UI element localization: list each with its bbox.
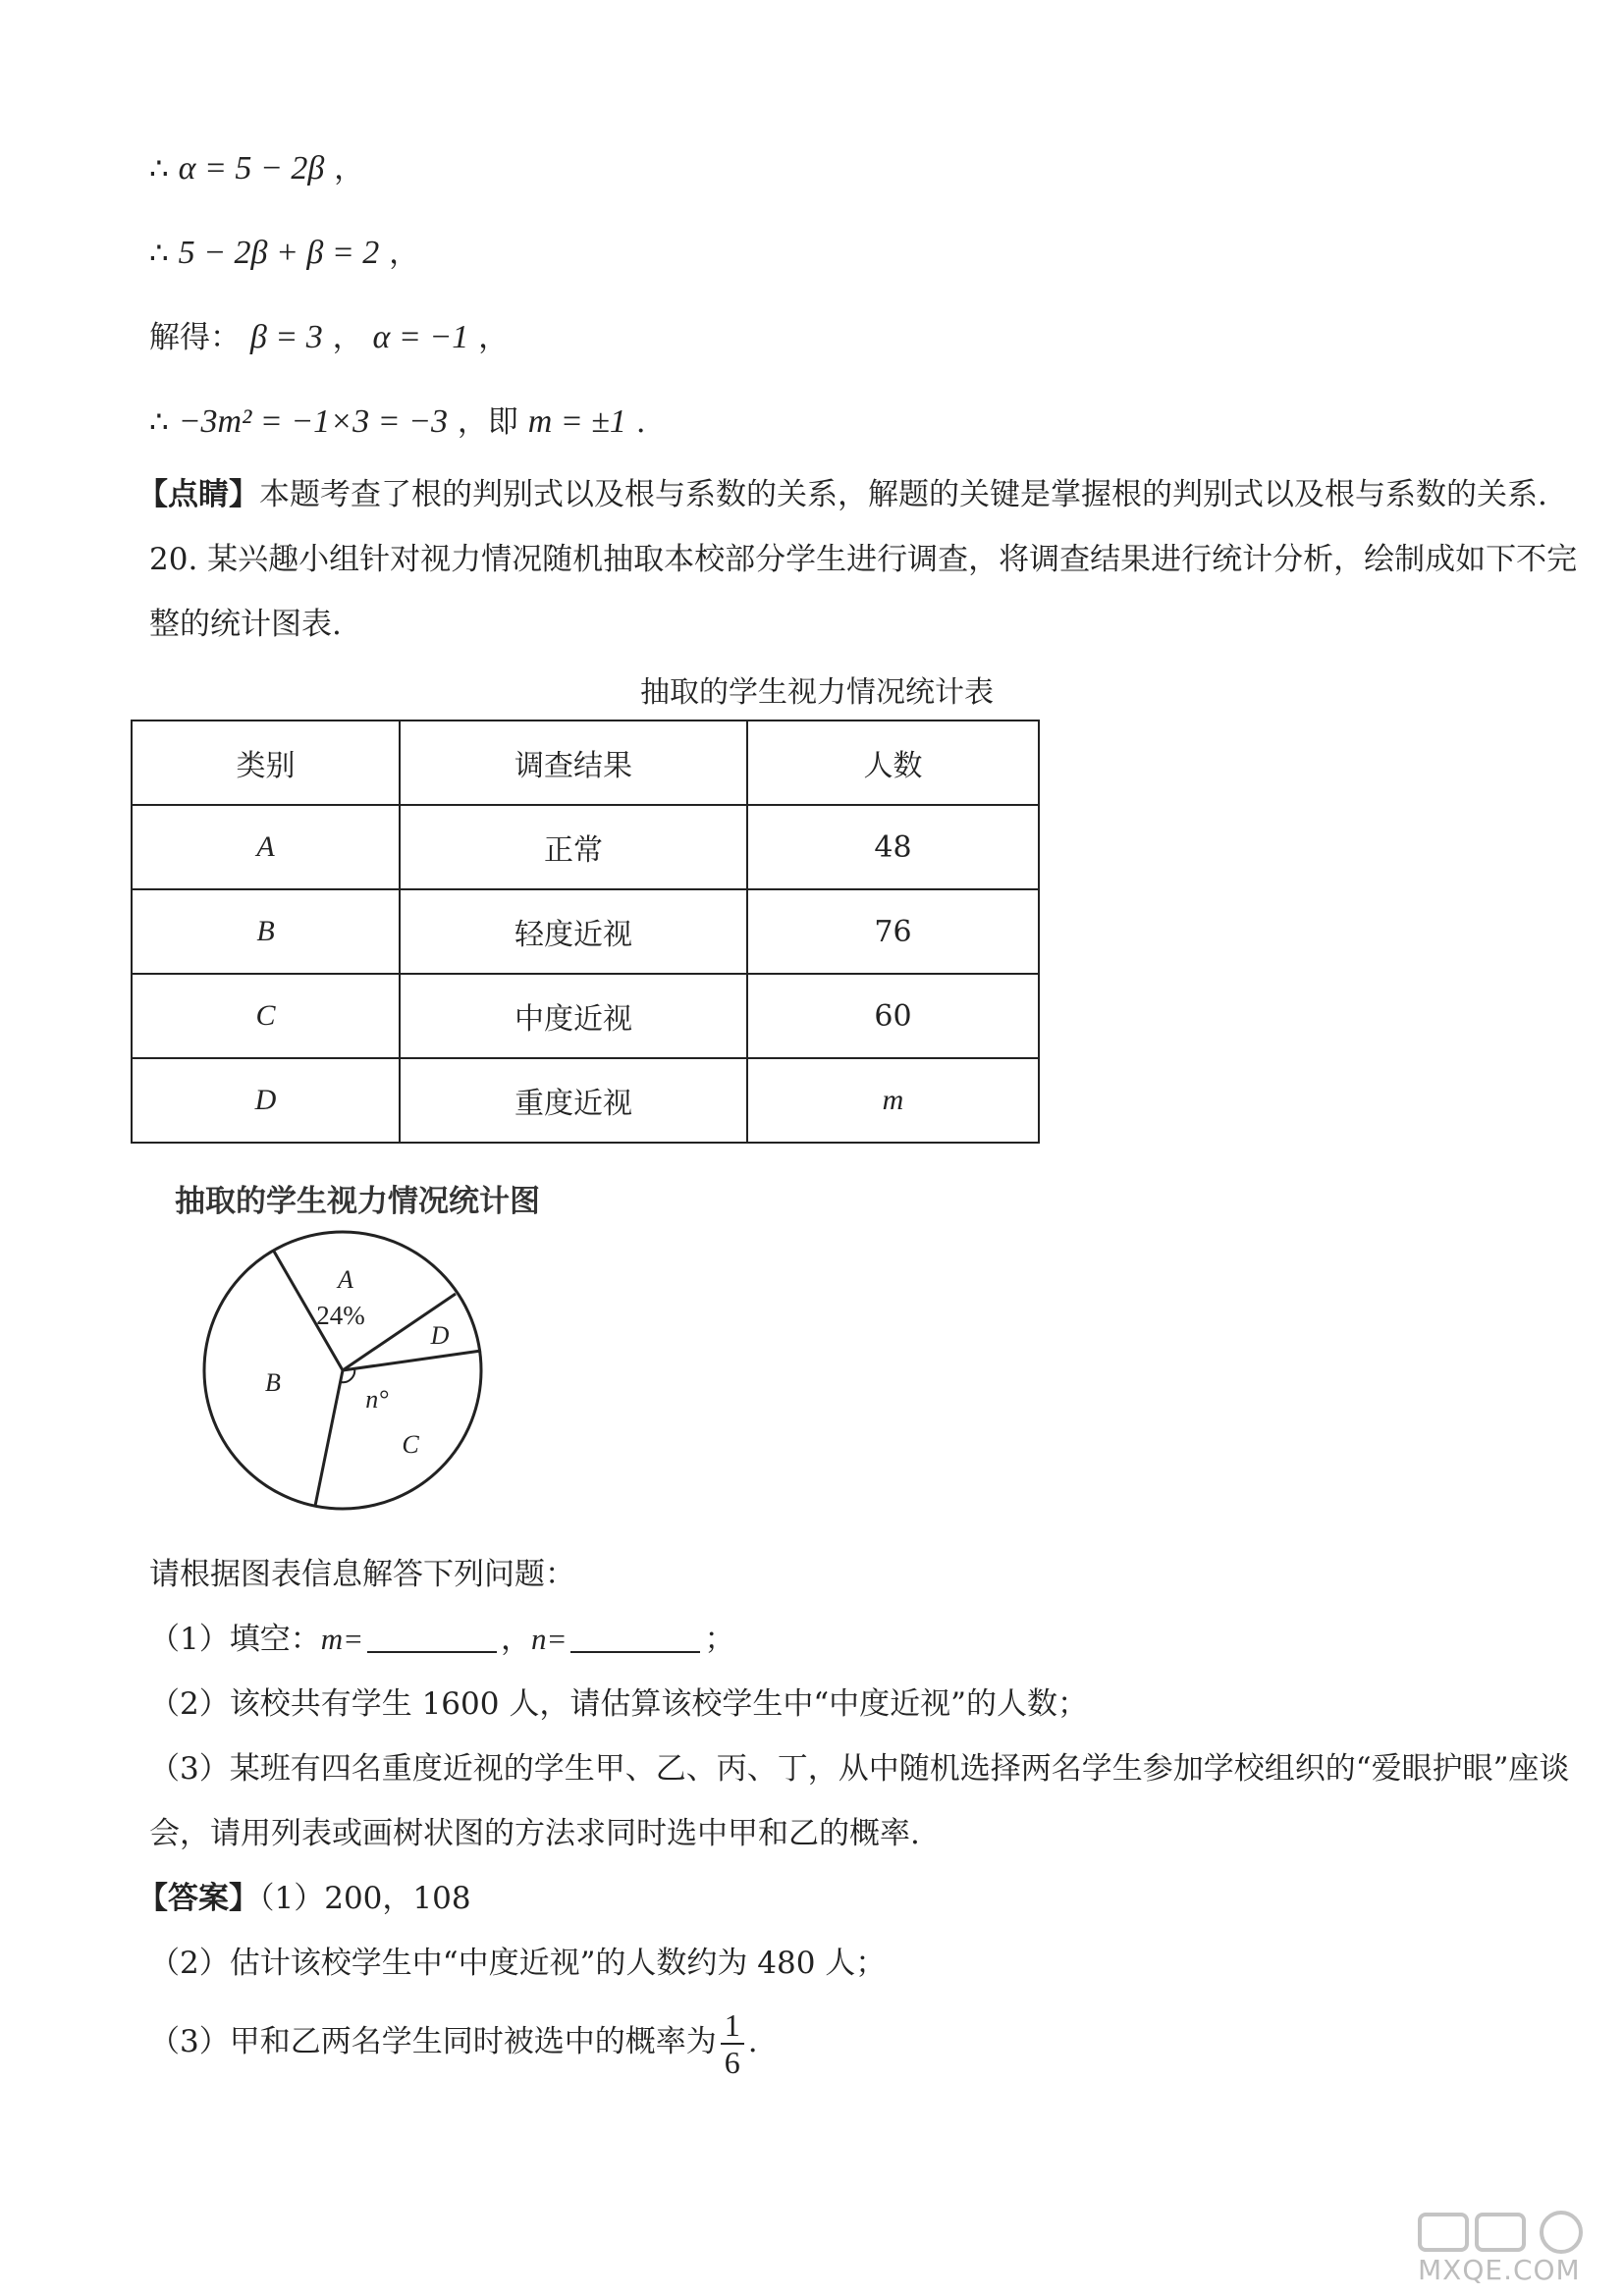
answer-tag: 【答案】: [137, 1881, 259, 1916]
category-cell: D: [132, 1058, 400, 1143]
note-tag: 【点睛】: [137, 477, 259, 512]
slice-value-a: 24%: [316, 1301, 365, 1330]
fraction-numerator: 1: [721, 2007, 744, 2045]
fraction-denominator: 6: [724, 2044, 740, 2080]
derivation-line-1: [149, 149, 364, 188]
table-title: 抽取的学生视力情况统计表: [640, 675, 994, 710]
derivation-line-2: [149, 234, 419, 273]
punctuation: ，: [478, 320, 510, 355]
slice-label-b: B: [265, 1368, 281, 1397]
part-1: [149, 1618, 734, 1661]
math-expression: β = 3: [249, 319, 323, 355]
solve-label: 解得：: [149, 320, 241, 355]
slice-label-a: A: [338, 1265, 353, 1294]
result-cell: 中度近视: [400, 974, 747, 1058]
count-cell: m: [747, 1058, 1039, 1143]
n-label: n=: [531, 1622, 568, 1656]
instruction-text: 请根据图表信息解答下列问题：: [149, 1557, 575, 1592]
pie-chart: [196, 1222, 491, 1517]
part-1-label: （1）填空：: [149, 1622, 321, 1657]
count-cell: 60: [747, 974, 1039, 1058]
table-row: [132, 889, 1039, 974]
math-expression: α = −1: [372, 319, 469, 355]
header-cell: 类别: [132, 721, 400, 805]
result-cell: 轻度近视: [400, 889, 747, 974]
punctuation: ；: [704, 1622, 735, 1657]
table-row: [132, 1058, 1039, 1143]
question-line-1: [149, 538, 1577, 581]
derivation-line-4: [149, 402, 646, 442]
punctuation: ，: [501, 1622, 532, 1657]
m-label: m=: [320, 1622, 364, 1656]
header-cell: 调查结果: [400, 721, 747, 805]
table-header-row: [132, 721, 1039, 805]
chart-title: 抽取的学生视力情况统计图: [175, 1184, 540, 1219]
math-expression: −3m² = −1×3 = −3: [178, 403, 449, 440]
question-number: 20.: [149, 542, 198, 577]
n-blank: [570, 1622, 700, 1653]
table-row: [132, 974, 1039, 1058]
punctuation: .: [747, 2024, 758, 2059]
slice-label-c: C: [402, 1430, 419, 1459]
punctuation: ，: [332, 320, 363, 355]
watermark-text: MXQE.COM: [1418, 2254, 1581, 2286]
category-cell: C: [132, 974, 400, 1058]
stats-table: [131, 720, 1040, 1144]
answer-line-3: [149, 2002, 758, 2081]
category-cell: B: [132, 889, 400, 974]
punctuation: ，: [389, 236, 420, 271]
math-expression: m = ±1: [527, 403, 626, 440]
question-line-2: [149, 603, 342, 646]
header-cell: 人数: [747, 721, 1039, 805]
result-cell: 重度近视: [400, 1058, 747, 1143]
count-cell: 76: [747, 889, 1039, 974]
question-text: 整的统计图表.: [149, 607, 342, 642]
answer-text: （1）200，108: [259, 1881, 471, 1916]
part-3-line-2: 会，请用列表或画树状图的方法求同时选中甲和乙的概率.: [149, 1816, 920, 1851]
math-expression: 5 − 2β + β = 2: [178, 235, 380, 271]
count-cell: 48: [747, 805, 1039, 889]
fraction: [721, 2007, 744, 2080]
result-cell: 正常: [400, 805, 747, 889]
answer-line-2: （2）估计该校学生中“中度近视”的人数约为 480 人；: [149, 1946, 887, 1981]
part-3-line-1: （3）某班有四名重度近视的学生甲、乙、丙、丁，从中随机选择两名学生参加学校组织的“爱眼护眼”座谈: [149, 1751, 1570, 1787]
punctuation: .: [635, 404, 646, 440]
answer-line-1: [137, 1877, 471, 1920]
note-text: 本题考查了根的判别式以及根与系数的关系，解题的关键是掌握根的判别式以及根与系数的关系.: [259, 477, 1547, 512]
inline-text: ，即: [457, 404, 528, 440]
slice-divider: [343, 1351, 481, 1370]
slice-divider: [315, 1370, 343, 1506]
math-expression: α = 5 − 2β: [178, 150, 325, 187]
note-paragraph: [137, 475, 1547, 514]
table-row: [132, 805, 1039, 889]
m-blank: [367, 1622, 497, 1653]
therefore-symbol: ∴: [149, 151, 169, 187]
question-text: 某兴趣小组针对视力情况随机抽取本校部分学生进行调查，将调查结果进行统计分析，绘制成如下不完: [207, 542, 1578, 577]
answer-text: （3）甲和乙两名学生同时被选中的概率为: [149, 2024, 717, 2059]
punctuation: ，: [334, 151, 365, 187]
slice-angle-c: n°: [365, 1385, 389, 1414]
derivation-line-3: [149, 318, 509, 357]
slice-label-d: D: [430, 1321, 450, 1350]
therefore-symbol: ∴: [149, 404, 169, 440]
therefore-symbol: ∴: [149, 236, 169, 271]
category-cell: A: [132, 805, 400, 889]
part-2: （2）该校共有学生 1600 人，请估算该校学生中“中度近视”的人数；: [149, 1686, 1089, 1722]
